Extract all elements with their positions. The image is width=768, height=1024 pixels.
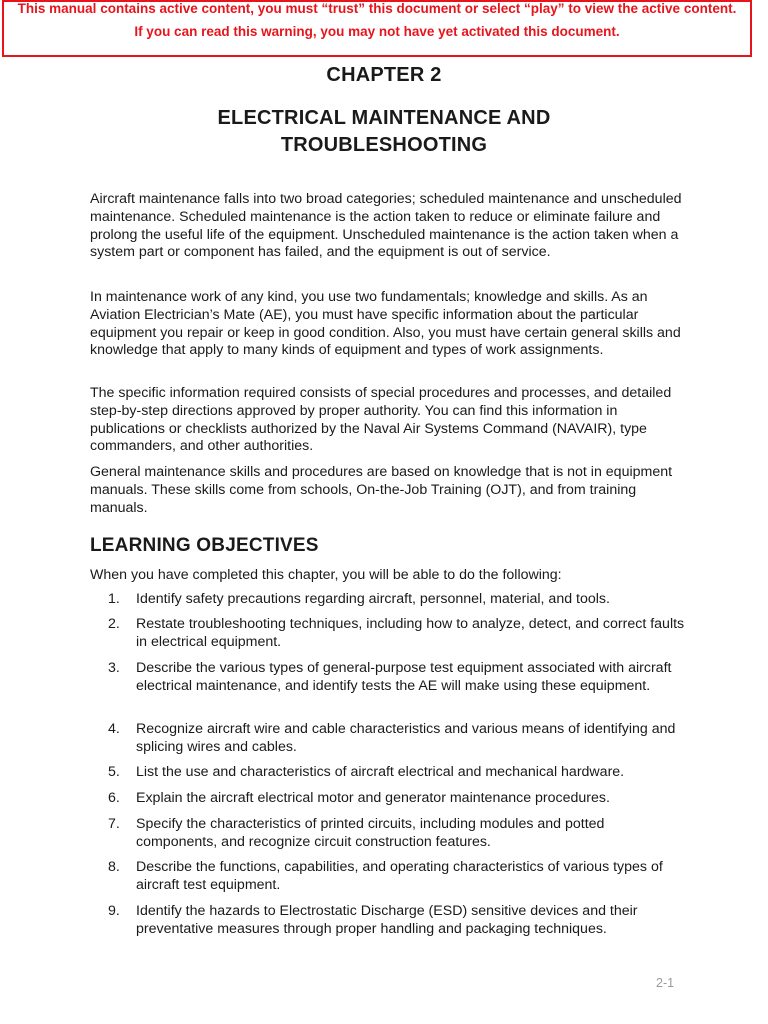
- page-number: 2-1: [656, 976, 675, 990]
- list-item-text: Describe the functions, capabilities, and operating characteristics of various types of aircraft test equipment.: [136, 859, 663, 893]
- list-item-text: Specify the characteristics of printed circuits, including modules and potted components, and recognize circuit construction features.: [136, 816, 605, 850]
- paragraph-text: The specific information required consists of special procedures and processes, and detailed step-by-step directions approved by proper authority. You can find this information in publications or checklists authorized by the Naval Air Systems Command (NAVAIR), type commanders, and other authorities.: [90, 385, 672, 455]
- list-item-number: 4.: [108, 721, 120, 737]
- learning-objectives-heading: LEARNING OBJECTIVES: [90, 535, 319, 556]
- list-item-text: Explain the aircraft electrical motor and generator maintenance procedures.: [136, 790, 610, 806]
- paragraph-4: [90, 464, 690, 523]
- chapter-title-line-1: ELECTRICAL MAINTENANCE AND: [217, 107, 551, 129]
- list-item-text: Identify safety precautions regarding aircraft, personnel, material, and tools.: [136, 591, 610, 607]
- learning-objectives-intro: When you have completed this chapter, you will be able to do the following:: [90, 567, 562, 583]
- list-item-text: Identify the hazards to Electrostatic Discharge (ESD) sensitive devices and their preventative measures through proper handling and packaging techniques.: [136, 903, 638, 937]
- chapter-title-line-2: TROUBLESHOOTING: [280, 134, 488, 156]
- paragraph-text: Aircraft maintenance falls into two broad categories; scheduled maintenance and unscheduled maintenance. Scheduled maintenance is the action taken to reduce or eliminate failure and prolong the useful life of the equipment. Unscheduled maintenance is the action taken when a system part or component has failed, and the equipment is out of service.: [90, 191, 682, 261]
- list-item-text: Recognize aircraft wire and cable characteristics and various means of identifying and splicing wires and cables.: [136, 721, 676, 755]
- paragraph-2: [90, 289, 690, 366]
- list-item-number: 6.: [108, 790, 120, 806]
- paragraph-1: [90, 191, 690, 268]
- chapter-label: CHAPTER 2: [326, 64, 442, 86]
- list-item-number: 7.: [108, 816, 120, 832]
- paragraph-text: In maintenance work of any kind, you use two fundamentals; knowledge and skills. As an Aviation Electrician’s Mate (AE), you must have specific information about the particular equipment you repair or keep in good condition. Also, you must have certain general skills and knowledge that apply to many kinds of equipment and types of work assignments.: [90, 289, 681, 359]
- paragraph-3: [90, 385, 690, 462]
- active-content-warning: [2, 0, 752, 57]
- warning-line-1: This manual contains active content, you must “trust” this document or select “play” to view the active content.: [17, 1, 737, 16]
- list-item-number: 1.: [108, 591, 120, 607]
- list-item-text: Describe the various types of general-purpose test equipment associated with aircraft electrical maintenance, and identify tests the AE will make using these equipment.: [136, 660, 672, 694]
- list-item-number: 3.: [108, 660, 120, 676]
- paragraph-text: General maintenance skills and procedures are based on knowledge that is not in equipment manuals. These skills come from schools, On-the-Job Training (OJT), and from training manuals.: [90, 464, 673, 516]
- list-item-number: 5.: [108, 764, 120, 780]
- list-item-number: 9.: [108, 903, 120, 919]
- warning-line-2: If you can read this warning, you may not have yet activated this document.: [134, 24, 620, 39]
- list-item-number: 2.: [108, 616, 120, 632]
- list-item-number: 8.: [108, 859, 120, 875]
- chapter-title: [0, 105, 768, 159]
- list-item-text: List the use and characteristics of aircraft electrical and mechanical hardware.: [136, 764, 625, 780]
- list-item-text: Restate troubleshooting techniques, including how to analyze, detect, and correct faults in electrical equipment.: [136, 616, 685, 650]
